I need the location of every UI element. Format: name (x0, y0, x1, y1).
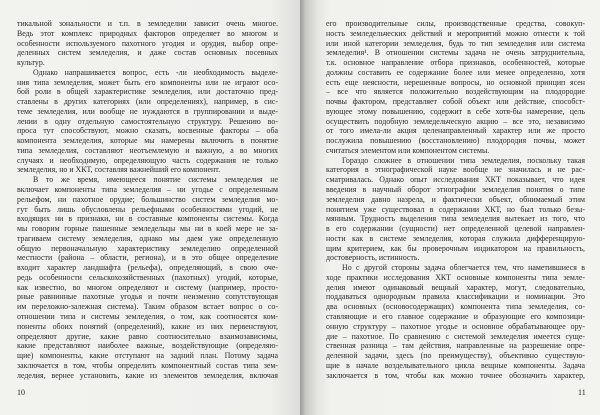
text-line: культур. (17, 58, 45, 68)
text-line: мы говорим горные пашенные земледельцы мы ни в коей мере не за- (17, 224, 278, 234)
text-line: заключается в том, чтобы как можно точнее обозначить характер, (326, 370, 585, 380)
text-line: щим критерием, как бы проверочным индикатором на правильность, (326, 243, 585, 253)
text-line: местности (района – области, региона), и в это общее определение (17, 253, 278, 263)
text-line: щие в начале возделывательного цикла вещные компоненты. Задача (326, 360, 585, 370)
text-line: типа земледелия, составляют неотъемлемую и важную, а во многих (17, 145, 278, 155)
text-line: – все что является положительно воздействующим на плодородие (326, 87, 585, 97)
text-line: гут быть лишь обусловлены рельефными особенностями угодий, не (17, 204, 278, 214)
paragraph (326, 263, 585, 380)
text-line: вующее этому повышению, содержит в себе хотя-бы намерение, цель (326, 106, 585, 116)
text-line: включает компоненты типа земледелия – ни угодье с определенным (17, 185, 278, 195)
text-line: категория в этнографической науке вообще не значилась и не рас- (326, 165, 585, 175)
left-page-text (17, 19, 278, 380)
text-line: послужила повышению (восстановлению) плодородия почвы, может (326, 136, 585, 146)
text-line: ходе практики исследования ХКТ основные компоненты типа земле- (326, 272, 585, 282)
text-line: какие представляют наиболее важные, воздействующие (определяю- (17, 341, 278, 351)
paragraph (17, 175, 278, 380)
text-line: ставляющие и его главное содержание и образующие его композици- (326, 311, 585, 321)
right-page-text (326, 19, 585, 380)
text-line: земледелия, но и ХКТ, составляя важнейший его компонент. (17, 165, 221, 175)
paragraph (326, 19, 585, 156)
text-line: дие – пахотное. По сравнению с системой земледелия имеется суще- (326, 331, 585, 341)
text-line: отношении типа и системы земледелия, о том, как соотносятся ком- (17, 311, 278, 321)
text-line: редь особенности сельскохозяйственных (пахотных) угодий, которые, (17, 272, 278, 282)
text-line: проса тут способствуют, можно сказать, косвенные факторы – оба (17, 126, 278, 136)
text-line: ставлены в других категориях (или определениях), например, в сис- (17, 97, 278, 107)
text-line: Гораздо сложнее в отношении типа земледелия, поскольку такая (342, 155, 585, 165)
text-line: деленной задачи, здесь (по преимуществу), объективно существую- (326, 351, 585, 361)
text-line: или иной категории земледелия, будь то тип земледелия или система (326, 38, 585, 48)
text-line: земледелия¹. В отношении системы задача не очень затруднительна, (326, 48, 585, 58)
text-line: случаях и необходимую, определяющую часть содержания не только (17, 155, 278, 165)
text-line: рные равнинные пахотные угодья и почти неизменно сопутствующая (17, 292, 278, 302)
text-line: щие) компоненты, какие отступают на задний план. Потому задача (17, 351, 278, 361)
text-line: понятием уже существовал в содержании ХКТ, но был только безы- (326, 204, 585, 214)
text-line: теме земледелия, или вообще не нуждаются в группировании и выде- (17, 106, 278, 116)
text-line: должны составить ее содержание более или менее определенно, хотя (326, 67, 585, 77)
text-line: два основных (основосодержащих) компонента типа земледелия, со- (326, 302, 585, 312)
paragraph (326, 156, 585, 263)
page-number: 10 (17, 388, 25, 397)
text-line: леделия, вернее установить, какие из элементов земледелия, включая (17, 370, 278, 380)
text-line: ности как в системе земледелия, которая служила дифференцирую- (326, 233, 585, 243)
text-line: ственная разница – там действия, направленные на разрешение опре- (326, 341, 585, 351)
text-line: поддаваться однородным правила классификации и номинации. Это (326, 292, 585, 302)
text-line: В то же время, имеющееся понятие системы земледелия не (33, 175, 278, 185)
paragraph (17, 19, 278, 68)
text-line: как известно, во многом определяют и систему (например, просто- (17, 282, 278, 292)
text-line: осуществить подобную земледельческую акцию – все это, независимо (326, 116, 585, 126)
text-line: поненты обоих понятий (определений), какие из них первенствуют, (17, 321, 278, 331)
text-line: делия имеют одинаковый вещный характер, могут, следовательно, (326, 282, 585, 292)
text-line: считаться элементом или компонентом системы. (326, 145, 490, 155)
text-line: его производительные силы, производственные средства, совокуп- (326, 19, 585, 28)
text-line: заключается в том, чтобы определить компонентный состав типа зем- (17, 360, 278, 370)
text-line: почвы фактором, представляет собой объект или действие, способст- (326, 97, 585, 107)
text-line: достоверность, истинность. (326, 253, 420, 263)
text-line: ность земледельческих действий и мероприятий можно отнести к той (326, 28, 585, 38)
text-line: особенности используемого пахотного угодия и орудия, выбор опре- (17, 38, 278, 48)
text-line: определяют другие, какие равно соотносительно взаимозависимы, (17, 331, 278, 341)
text-line: входит характер ландшафта (рельефа), определяющий, в свою оче- (17, 263, 278, 273)
text-line: мянным. Трудность выделения типа земледелия вытекает из того, что (326, 214, 585, 224)
text-line: общую первоначальную характеристику земледелию определенной (17, 243, 278, 253)
text-line: им переложно-залежная система). Таким образом встает вопрос о со- (17, 302, 278, 312)
text-line: ния типа земледелия, может быть его компоненты или не играют осо- (17, 77, 278, 87)
text-line: Однако напрашивается вопрос, есть -ли необходимость выделе- (33, 67, 278, 77)
text-line: бой роли в общей характеристике земледелия, или достаточно пред- (17, 87, 278, 97)
text-line: в его содержании (сущности) нет определенной целевой направлен- (326, 224, 585, 234)
text-line: земледелия давно назрела, и фактически объект, обнимаемый этим (326, 194, 585, 204)
text-line: рельефом, ни пахотное орудие; большинство систем земледелия мо- (17, 194, 278, 204)
text-line: сматривалась. Однако опыт исследования ХКТ показывает, что идея (326, 175, 585, 185)
paragraph (17, 68, 278, 175)
text-line: введения в научный оборот этнографии земледелия понятия о типе (326, 185, 585, 195)
page-number: 11 (578, 388, 586, 397)
text-line: входящих ни в признаки, ни в составные компоненты системы. Когда (17, 214, 278, 224)
text-line: деленных систем земледелия, и даже состав основных посевных (17, 48, 278, 58)
text-line: т.к. основное направление отбора признаков, особенностей, которые (326, 58, 585, 68)
text-line: компонента земледелия, которые мы намерены включить в понятие (17, 136, 278, 146)
text-line: есть еще неясности, нерешенные вопросы, но основной принцип ясен (326, 77, 585, 87)
text-line: трагиваем систему земледелия, однако мы даем уже определенную (17, 233, 278, 243)
text-line: от того имела-ли акция целенаправленный характер или же просто (326, 126, 585, 136)
text-line: тикальной зональности и т.п. в земледелии зависит очень многое. (17, 19, 278, 28)
text-line: Ведь этот комплекс природных факторов определяет во многом и (17, 28, 278, 38)
text-line: онную структуру – пахотное угодье и основное обрабатывающее ору- (326, 321, 585, 331)
right-page (300, 0, 600, 415)
text-line: лении в одну отдельную самостоятельную структуру. Решению во- (17, 116, 278, 126)
text-line: Но с другой стороны задача облегчается тем, что наметившиеся в (342, 263, 585, 273)
